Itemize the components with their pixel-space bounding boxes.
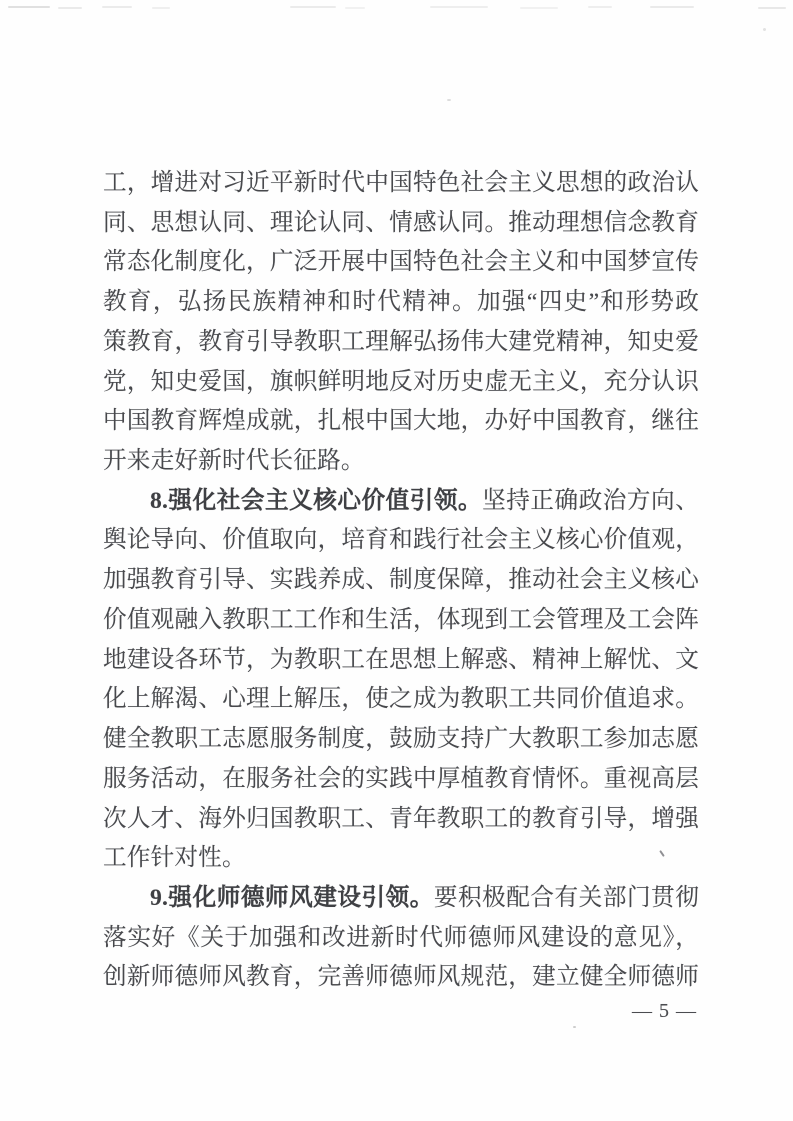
text-line: 8.强化社会主义核心价值引领。坚持正确政治方向、 [150, 487, 699, 514]
item-heading: 8.强化社会主义核心价值引领。 [150, 487, 483, 514]
scan-noise [8, 6, 50, 8]
text-line: 教育，弘扬民族精神和时代精神。加强“四史”和形势政 [103, 289, 699, 316]
scan-noise [520, 7, 558, 9]
text-line: 9.强化师德师风建设引领。要积极配合有关部门贯彻 [150, 884, 699, 911]
item-heading: 9.强化师德师风建设引领。 [150, 884, 434, 911]
page-number: — 5 — [632, 1000, 697, 1022]
text-line: 地建设各环节，为教职工在思想上解惑、精神上解忧、文 [103, 646, 699, 673]
text-line: 创新师德师风教育，完善师德师风规范，建立健全师德师 [103, 964, 699, 991]
text-line: 党，知史爱国，旗帜鲜明地反对历史虚无主义，充分认识 [103, 368, 699, 395]
text-line: 次人才、海外归国教职工、青年教职工的教育引导，增强 [103, 805, 699, 832]
scan-noise [290, 6, 336, 8]
scan-noise [102, 6, 132, 8]
text-line: 加强教育引导、实践养成、制度保障，推动社会主义核心 [103, 567, 699, 594]
scan-noise [758, 7, 786, 9]
text-line: 同、思想认同、理论认同、情感认同。推动理想信念教育 [103, 209, 699, 236]
text-line: 工作针对性。 [103, 845, 246, 872]
scan-artifact [763, 28, 766, 31]
scan-noise [58, 7, 82, 9]
text-line: 价值观融入教职工工作和生活，体现到工会管理及工会阵 [103, 606, 699, 633]
scan-noise [588, 6, 612, 8]
text-line: 中国教育辉煌成就，扎根中国大地，办好中国教育，继往 [103, 408, 699, 435]
document-body [103, 164, 699, 998]
scan-artifact [447, 99, 451, 101]
text-line: 化上解渴、心理上解压，使之成为教职工共同价值追求。 [103, 686, 699, 713]
scan-artifact [573, 1026, 576, 1028]
text-line: 健全教职工志愿服务制度，鼓励支持广大教职工参加志愿 [103, 726, 699, 753]
scan-noise [430, 6, 488, 8]
text-line: 服务活动，在服务社会的实践中厚植教育情怀。重视高层 [103, 765, 699, 792]
text-line: 工，增进对习近平新时代中国特色社会主义思想的政治认 [103, 170, 699, 196]
text-line: 舆论导向、价值取向，培育和践行社会主义核心价值观， [103, 527, 699, 554]
text-line: 开来走好新时代长征路。 [103, 448, 365, 475]
scan-noise [152, 7, 170, 9]
text-line: 策教育，教育引导教职工理解弘扬伟大建党精神，知史爱 [103, 328, 699, 355]
scan-noise [345, 7, 365, 9]
text-line: 常态化制度化，广泛开展中国特色社会主义和中国梦宣传 [103, 249, 699, 276]
text-line: 落实好《关于加强和改进新时代师德师风建设的意见》， [103, 924, 699, 951]
scan-noise [650, 6, 694, 8]
